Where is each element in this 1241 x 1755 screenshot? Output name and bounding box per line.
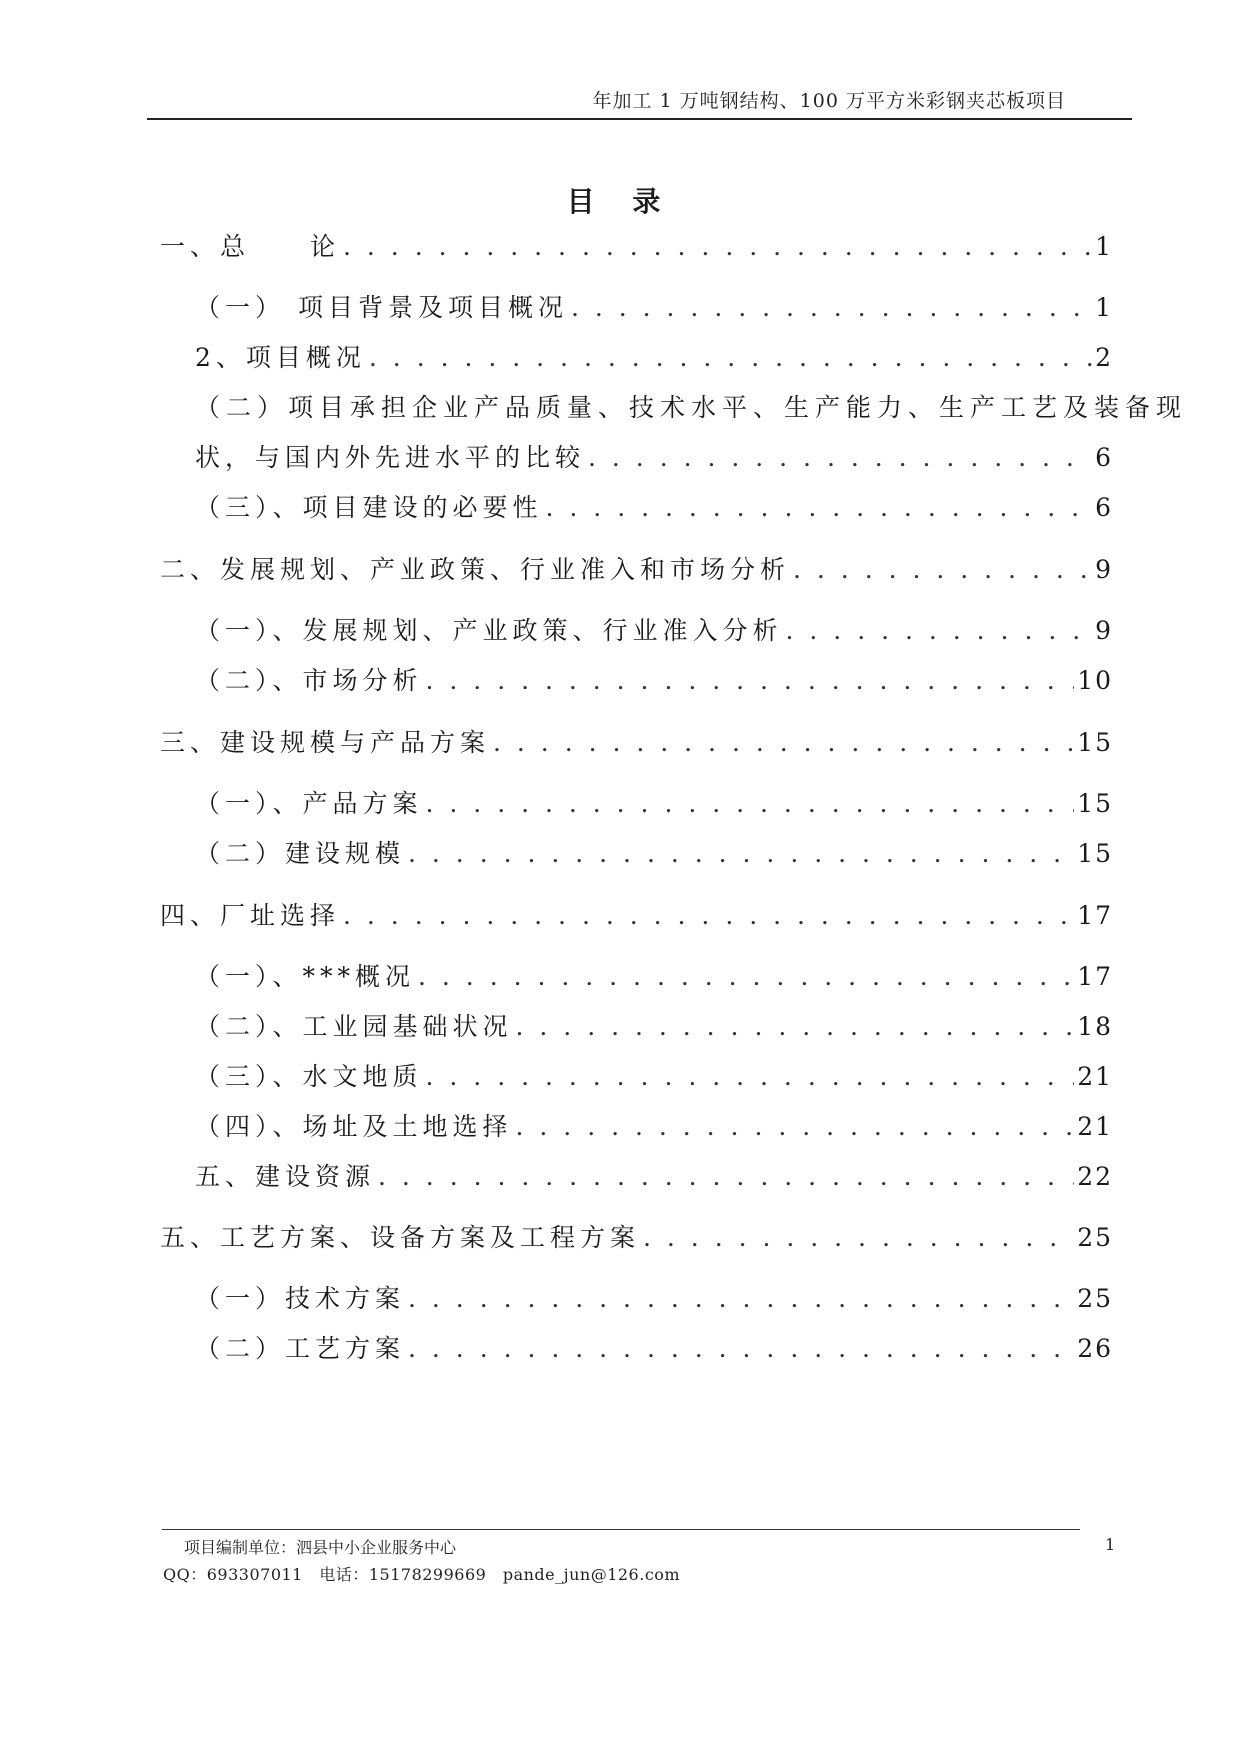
toc-entry[interactable]: [160, 1218, 1113, 1254]
toc-entry-page: 10: [1077, 666, 1113, 695]
toc-entry-text: 状，与国内外先进水平的比较: [195, 443, 586, 472]
toc-entry-text: （一） 项目背景及项目概况: [195, 293, 568, 322]
toc-leader-dots: [426, 789, 1075, 818]
toc-entry-page: 1: [1095, 232, 1113, 261]
toc-entry-page: 21: [1077, 1062, 1113, 1091]
toc-leader-dots: [426, 1062, 1075, 1091]
toc-entry[interactable]: [195, 1157, 1113, 1193]
toc-leader-dots: [546, 493, 1093, 522]
toc-leader-dots: [516, 1012, 1075, 1041]
toc-entry-page: 15: [1077, 789, 1113, 818]
toc-entry-page: 9: [1095, 616, 1113, 645]
toc-leader-dots: [369, 343, 1092, 372]
toc-leader-dots: [571, 293, 1092, 322]
toc-entry-page: 17: [1077, 901, 1113, 930]
toc-entry-page: 25: [1077, 1223, 1113, 1252]
toc-entry[interactable]: [195, 611, 1113, 647]
toc-entry[interactable]: [195, 957, 1113, 993]
toc-entry-text: （一）、产品方案: [195, 789, 423, 818]
toc-leader-dots: [378, 1162, 1074, 1191]
toc-leader-dots: [408, 1334, 1074, 1363]
toc-entry[interactable]: [195, 1007, 1113, 1043]
toc-entry[interactable]: [195, 488, 1113, 524]
toc-entry-text: 2、项目概况: [195, 343, 366, 372]
footer-organization: 项目编制单位：泗县中小企业服务中心: [184, 1538, 457, 1557]
toc-entry-text: （一）、***概况: [195, 962, 416, 991]
toc-entry[interactable]: [160, 227, 1113, 263]
toc-leader-dots: [516, 1112, 1075, 1141]
toc-entry[interactable]: [195, 338, 1113, 374]
toc-leader-dots: [408, 1284, 1074, 1313]
toc-leader-dots: [793, 555, 1092, 584]
toc-entry-page: 9: [1095, 555, 1113, 584]
toc-entry-page: 6: [1095, 443, 1113, 472]
toc-entry-page: 17: [1077, 962, 1113, 991]
toc-leader-dots: [418, 962, 1074, 991]
toc-entry[interactable]: [195, 834, 1113, 870]
running-header: 年加工 1 万吨钢结构、100 万平方米彩钢夹芯板项目: [592, 90, 1066, 112]
toc-leader-dots: [343, 901, 1074, 930]
toc-entry-text: （二）建设规模: [195, 839, 406, 868]
toc-entry-page: 15: [1077, 728, 1113, 757]
toc-entry-page: 25: [1077, 1284, 1113, 1313]
footer-contact: QQ：693307011 电话：15178299669 pande_jun@126.com: [163, 1565, 681, 1584]
toc-entry[interactable]: [195, 1279, 1113, 1315]
toc-entry-page: 15: [1077, 839, 1113, 868]
toc-entry-text: （四）、场址及土地选择: [195, 1112, 513, 1141]
toc-entry-text: 四、厂址选择: [160, 901, 341, 930]
toc-entry[interactable]: [195, 1329, 1113, 1365]
toc-entry[interactable]: [195, 438, 1113, 474]
toc-leader-dots: [408, 839, 1074, 868]
header-divider: [147, 118, 1132, 120]
toc-entry-text: 二、发展规划、产业政策、行业准入和市场分析: [160, 555, 791, 584]
toc-entry-text: （二）、市场分析: [195, 666, 423, 695]
toc-entry-text: （一）、发展规划、产业政策、行业准入分析: [195, 616, 783, 645]
toc-entry[interactable]: [195, 288, 1113, 324]
toc-entry[interactable]: [195, 661, 1113, 697]
toc-entry-wrapped-line[interactable]: （二）项目承担企业产品质量、技术水平、生产能力、生产工艺及装备现: [195, 393, 1188, 422]
toc-entry-page: 1: [1095, 293, 1113, 322]
toc-leader-dots: [426, 666, 1075, 695]
toc-entry[interactable]: [195, 1107, 1113, 1143]
toc-leader-dots: [643, 1223, 1074, 1252]
toc-entry-text: （三）、水文地质: [195, 1062, 423, 1091]
toc-leader-dots: [588, 443, 1092, 472]
toc-entry-page: 26: [1077, 1334, 1113, 1363]
toc-entry[interactable]: [160, 896, 1113, 932]
toc-entry-text: 五、建设资源: [195, 1162, 376, 1191]
toc-entry[interactable]: [160, 723, 1113, 759]
toc-entry-page: 21: [1077, 1112, 1113, 1141]
toc-entry-page: 18: [1077, 1012, 1113, 1041]
toc-entry-text: （三）、项目建设的必要性: [195, 493, 543, 522]
toc-leader-dots: [343, 232, 1092, 261]
toc-entry-text: （二）、工业园基础状况: [195, 1012, 513, 1041]
toc-entry-text: 三、建设规模与产品方案: [160, 728, 491, 757]
footer-page-number: 1: [1105, 1535, 1116, 1554]
toc-entry-text: （二）工艺方案: [195, 1334, 406, 1363]
toc-entry[interactable]: [195, 1057, 1113, 1093]
toc-entry-text: （一）技术方案: [195, 1284, 406, 1313]
page-title: 目 录: [566, 185, 675, 218]
toc-entry-page: 6: [1095, 493, 1113, 522]
toc-entry-text: 五、工艺方案、设备方案及工程方案: [160, 1223, 641, 1252]
toc-entry[interactable]: [160, 550, 1113, 586]
toc-leader-dots: [493, 728, 1074, 757]
footer-divider: [162, 1529, 1080, 1530]
toc-leader-dots: [786, 616, 1093, 645]
toc-entry-page: 2: [1095, 343, 1113, 372]
toc-entry-text: 一、总 论: [160, 232, 341, 261]
toc-entry[interactable]: [195, 784, 1113, 820]
toc-entry-page: 22: [1077, 1162, 1113, 1191]
